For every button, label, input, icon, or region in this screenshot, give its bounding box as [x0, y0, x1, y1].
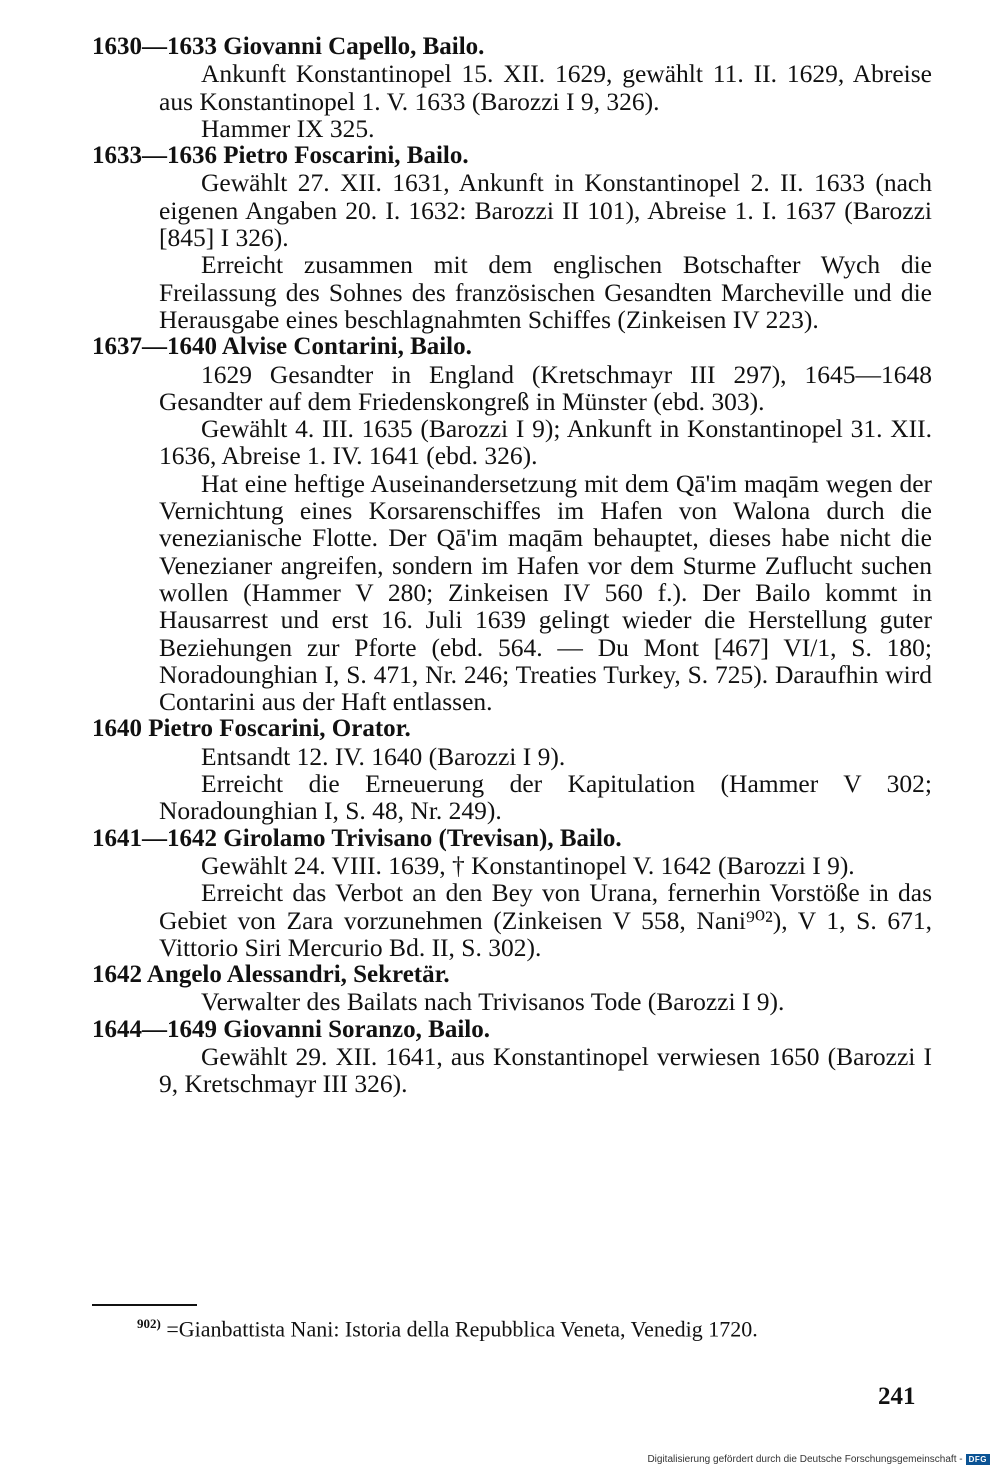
footnote-mark: 902) — [137, 1316, 161, 1331]
entry-paragraph: Hammer IX 325. — [201, 113, 375, 143]
footnote-rule — [92, 1304, 197, 1306]
entry — [92, 961, 932, 1016]
entry-paragraph: Erreicht die Erneuerung der Kapitulation (Hammer V 302; Noradounghian I, S. 48, Nr. 249). — [159, 769, 932, 826]
entry-heading: 1642 Angelo Alessandri, Sekretär. — [92, 961, 450, 989]
entry-heading: 1640 Pietro Foscarini, Orator. — [92, 715, 411, 743]
entry-heading: 1637—1640 Alvise Contarini, Bailo. — [92, 333, 472, 361]
digitization-credit — [647, 1454, 990, 1465]
dfg-logo-icon: DFG — [966, 1454, 990, 1465]
entry-heading: 1633—1636 Pietro Foscarini, Bailo. — [92, 142, 469, 170]
page-number: 241 — [878, 1383, 916, 1410]
entry — [92, 333, 932, 715]
entry-heading: 1630—1633 Giovanni Capello, Bailo. — [92, 33, 485, 60]
footnote — [92, 1310, 922, 1342]
entry-paragraph: Hat eine heftige Auseinandersetzung mit dem Qā'im maqām wegen der Vernichtung eines Korsarenschiffes im Hafen von Walona durch die venezianische Flotte. Der Qā'im maqām behauptet, dieses habe nicht die Venezianer angreifen, sondern im Hafen vor dem Sturme Zuflucht suchen wollen (Hammer V 280; Zinkeisen IV 560 f.). Der Bailo kommt in Hausarrest und erst 16. Juli 1639 gelingt wieder die Herstellung guter Beziehungen zur Pforte (ebd. 564. — Du Mont [467] VI/1, S. 180; Noradounghian I, S. 471, Nr. 246; Treaties Turkey, S. 725). Daraufhin wird Contarini aus der Haft entlassen. — [159, 468, 932, 717]
footnote-text: =Gianbattista Nani: Istoria della Repubblica Veneta, Venedig 1720. — [166, 1316, 758, 1342]
entry-paragraph: Erreicht zusammen mit dem englischen Botschafter Wych die Freilassung des Sohnes des französischen Gesandten Marcheville und die Herausgabe eines beschlagnahmten Schiffes (Zinkeisen IV 223). — [159, 250, 932, 334]
entry — [92, 1016, 932, 1098]
entry — [92, 33, 932, 142]
entry-heading: 1644—1649 Giovanni Soranzo, Bailo. — [92, 1015, 490, 1043]
entry — [92, 715, 932, 824]
entry-paragraph: Gewählt 4. III. 1635 (Barozzi I 9); Ankunft in Konstantinopel 31. XII. 1636, Abreise 1. IV. 1641 (ebd. 326). — [159, 414, 932, 471]
entry-paragraph: Ankunft Konstantinopel 15. XII. 1629, gewählt 11. II. 1629, Abreise aus Konstantinopel 1. V. 1633 (Barozzi I 9, 326). — [159, 59, 932, 116]
entry-paragraph: Verwalter des Bailats nach Trivisanos Tode (Barozzi I 9). — [201, 987, 785, 1017]
entry-heading: 1641—1642 Girolamo Trivisano (Trevisan), Bailo. — [92, 824, 622, 852]
entry-paragraph: Gewählt 27. XII. 1631, Ankunft in Konstantinopel 2. II. 1633 (nach eigenen Angaben 20. I. 1632: Barozzi II 101), Abreise 1. I. 1637 (Barozzi [845] I 326). — [159, 168, 932, 253]
entry — [92, 142, 932, 333]
entry — [92, 825, 932, 961]
entry-paragraph: Gewählt 24. VIII. 1639, † Konstantinopel V. 1642 (Barozzi I 9). — [201, 850, 855, 880]
credit-text: Digitalisierung gefördert durch die Deutsche Forschungsgemeinschaft - — [647, 1454, 963, 1465]
entries — [92, 33, 932, 1098]
entry-paragraph: Entsandt 12. IV. 1640 (Barozzi I 9). — [201, 741, 566, 771]
entry-paragraph: 1629 Gesandter in England (Kretschmayr III 297), 1645—1648 Gesandter auf dem Friedenskongreß in Münster (ebd. 303). — [159, 359, 932, 416]
entry-paragraph: Gewählt 29. XII. 1641, aus Konstantinopel verwiesen 1650 (Barozzi I 9, Kretschmayr III 326). — [159, 1041, 932, 1099]
entry-paragraph: Erreicht das Verbot an den Bey von Urana, fernerhin Vorstöße in das Gebiet von Zara vorzunehmen (Zinkeisen V 558, Nani⁹⁰²), V 1, S. 671, Vittorio Siri Mercurio Bd. II, S. 302). — [159, 878, 932, 962]
